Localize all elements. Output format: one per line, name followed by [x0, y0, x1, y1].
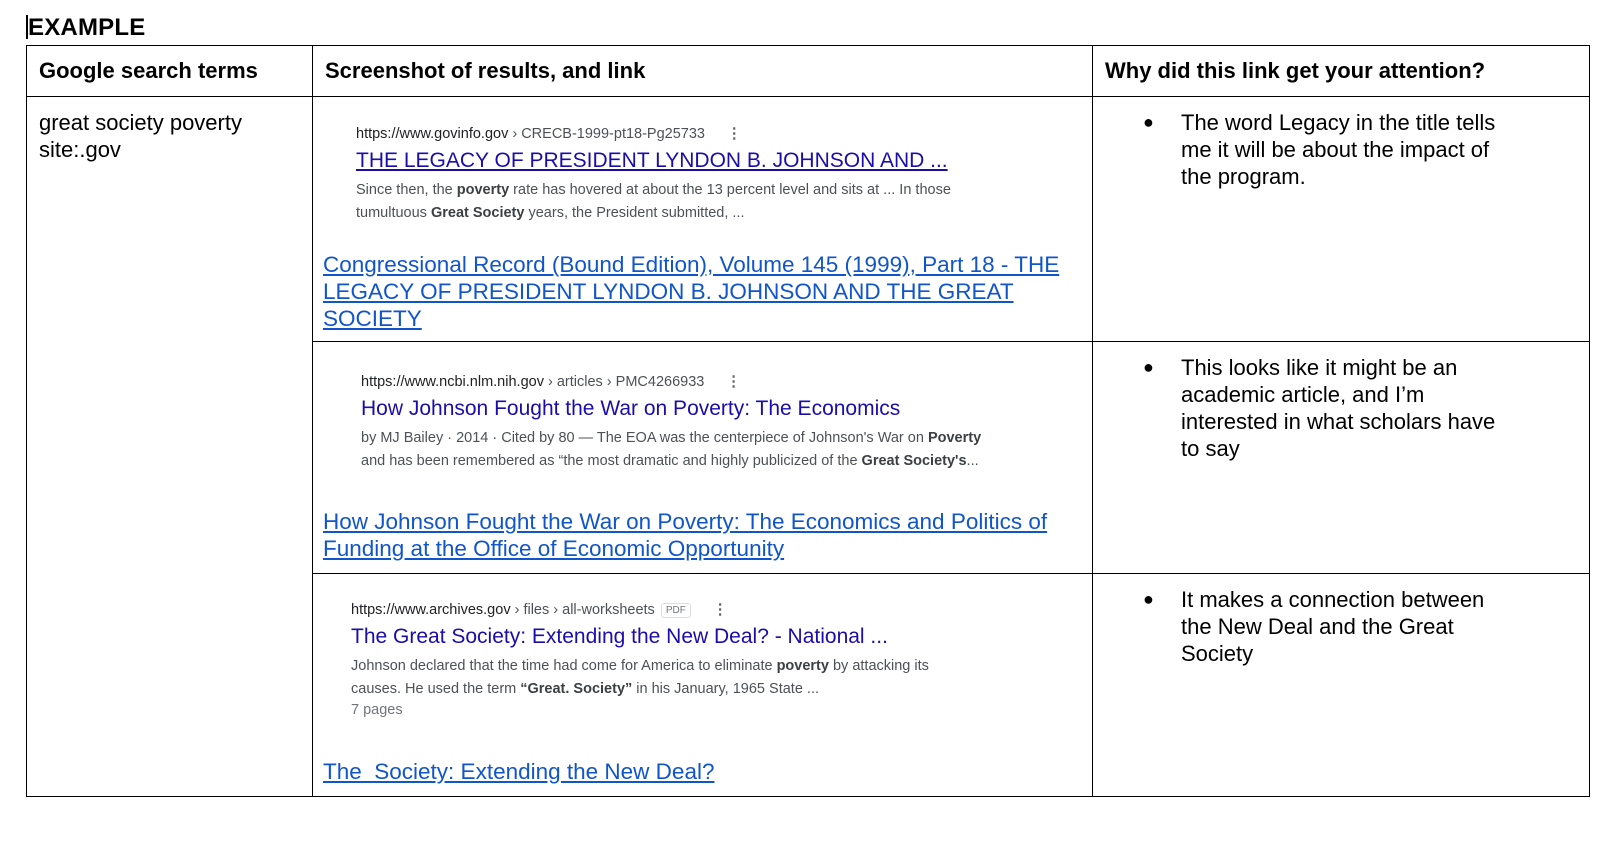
- search-result-screenshot: [351, 602, 929, 718]
- search-result-screenshot: [356, 126, 951, 225]
- search-terms-cell: [27, 97, 313, 797]
- reason-cell: [1093, 342, 1590, 574]
- more-options-icon: ⋮: [727, 126, 742, 142]
- search-terms-line: site:.gov: [39, 137, 121, 162]
- result-url: https://www.ncbi.nlm.nih.gov › articles › PMC4266933 ⋮: [361, 374, 741, 390]
- header-screenshot: Screenshot of results, and link: [313, 46, 1093, 97]
- reason-list: [1093, 354, 1569, 462]
- screenshot-cell: [313, 342, 1093, 574]
- bullet-icon: ●: [1143, 112, 1154, 132]
- search-terms-line: great society poverty: [39, 110, 242, 135]
- example-table: [26, 45, 1590, 797]
- bullet-icon: ●: [1143, 589, 1154, 609]
- screenshot-cell: [313, 574, 1093, 797]
- reason-list: [1093, 586, 1569, 667]
- reason-item: ● The word Legacy in the title tells me it will be about the impact of the program.: [1143, 110, 1496, 189]
- screenshot-cell: [313, 97, 1093, 342]
- result-snippet: by MJ Bailey · 2014 · Cited by 80 — The EOA was the centerpiece of Johnson's War on Poverty and has been remembered as “the most dramatic and highly publicized of the Great Society's...: [361, 430, 982, 469]
- search-result-screenshot: [361, 374, 981, 473]
- more-options-icon: ⋮: [712, 602, 728, 618]
- result-title: How Johnson Fought the War on Poverty: The Economics: [361, 397, 901, 420]
- header-why: Why did this link get your attention?: [1093, 46, 1590, 97]
- document-link[interactable]: Congressional Record (Bound Edition), Volume 145 (1999), Part 18 - THE LEGACY OF PRESIDENT LYNDON B. JOHNSON AND THE GREAT SOCIETY: [323, 252, 1060, 331]
- bullet-icon: ●: [1143, 357, 1154, 377]
- reason-item: ● This looks like it might be an academic article, and I’m interested in what scholars have to say: [1143, 355, 1496, 461]
- result-snippet: Johnson declared that the time had come for America to eliminate poverty by attacking its causes. He used the term “Great. Society” in his January, 1965 State ...: [351, 658, 929, 697]
- table-row: [27, 97, 1590, 342]
- header-search-terms: Google search terms: [27, 46, 313, 97]
- page-heading: EXAMPLE: [28, 14, 146, 41]
- document-link[interactable]: How Johnson Fought the War on Poverty: The Economics and Politics of Funding at the Office of Economic Opportunity: [323, 509, 1048, 561]
- reason-list: [1093, 109, 1569, 190]
- more-options-icon: ⋮: [726, 374, 741, 390]
- pdf-badge: PDF: [661, 603, 691, 618]
- reason-cell: [1093, 574, 1590, 797]
- reason-item: ● It makes a connection between the New Deal and the Great Society: [1143, 587, 1485, 666]
- reason-cell: [1093, 97, 1590, 342]
- result-page-count: 7 pages: [351, 702, 403, 718]
- header-row: [27, 46, 1590, 97]
- document-link[interactable]: The Society: Extending the New Deal?: [323, 759, 715, 784]
- result-title: THE LEGACY OF PRESIDENT LYNDON B. JOHNSON AND ...: [356, 149, 948, 172]
- result-title: The Great Society: Extending the New Deal? - National ...: [351, 625, 888, 648]
- result-url: https://www.govinfo.gov › CRECB-1999-pt18-Pg25733 ⋮: [356, 126, 742, 142]
- result-snippet: Since then, the poverty rate has hovered at about the 13 percent level and sits at ... In those tumultuous Great Society years, the President submitted, ...: [356, 182, 951, 221]
- result-url: https://www.archives.gov › files › all-worksheets PDF ⋮: [351, 602, 728, 618]
